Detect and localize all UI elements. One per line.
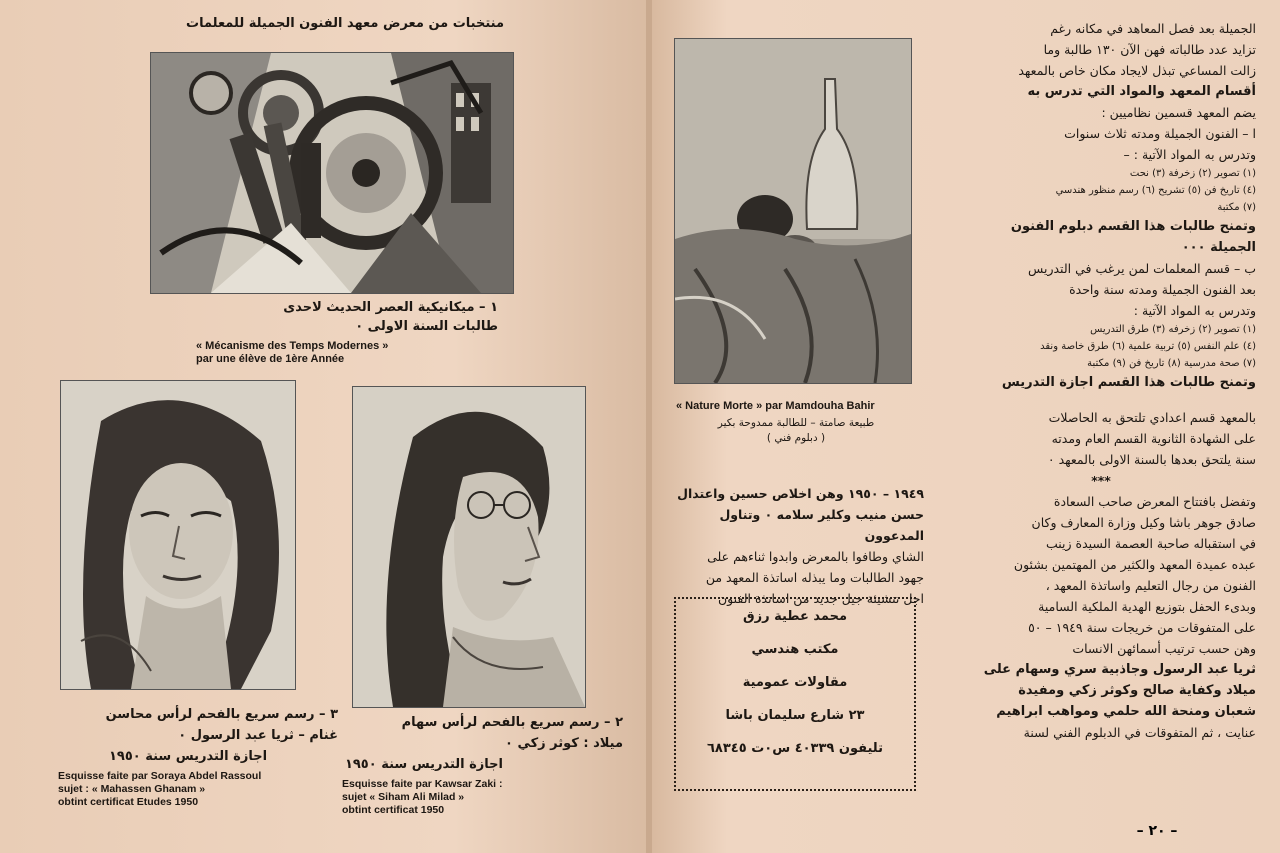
text-line: وهن حسب ترتيب أسمائهن الانسات [1072, 641, 1256, 656]
text-line: ميلاد وكفاية صالح وكوثر زكي ومفيدة [1018, 683, 1256, 698]
caption-line: اجازة التدريس سنة ١٩٥٠ [108, 749, 268, 764]
text-line: جهود الطالبات وما يبذله اساتذة المعهد من [705, 570, 924, 585]
caption-line: ٢ – رسم سريع بالفحم لرأس سهام [401, 715, 623, 730]
portrait-sketch-drawing [353, 387, 585, 707]
text-line: حسن منيب وكلير سلامه ٠ وتناول المدعوون [719, 507, 924, 543]
caption-line: طبيعة صامتة – للطالبة ممدوحة بكير [717, 417, 875, 429]
advert-line: مكتب هندسي [751, 642, 839, 657]
text-line: الفنون من رجال التعليم واساتذة المعهد ، [1045, 578, 1256, 593]
caption-line: ميلاد : كوثر زكي ٠ [504, 736, 623, 751]
page-number: – ٢٠ – [1136, 823, 1178, 839]
figure-nature-morte-painting [674, 38, 912, 384]
text-line: ا – الفنون الجميلة ومدته ثلاث سنوات [1064, 126, 1256, 141]
text-line: بعد الفنون الجميلة ومدته سنة واحدة [1069, 282, 1256, 297]
text-line: سنة يلتحق بعدها بالسنة الاولى بالمعهد ٠ [1047, 452, 1256, 467]
caption-line: ( دبلوم فني ) [766, 432, 826, 444]
text-line: زالت المساعي تبذل لايجاد مكان خاص بالمعهد [1018, 63, 1256, 78]
caption-line: غنام – ثريا عبد الرسول ٠ [178, 728, 338, 743]
figure-3-portrait-sketch [60, 380, 296, 690]
caption-line: ١ – ميكانيكية العصر الحديث لاحدى [283, 300, 498, 315]
text-line: تزايد عدد طالباته فهن الآن ١٣٠ طالبة وما [1043, 42, 1256, 57]
subjects-line: (١) تصوير (٢) زخرفة (٣) نحت [1129, 168, 1256, 179]
caption-line: اجازة التدريس سنة ١٩٥٠ [344, 757, 503, 772]
separator: *** [1091, 473, 1111, 488]
section-heading: أقسام المعهد والمواد التي تدرس به [1027, 84, 1256, 99]
page-title: منتخبات من معرض معهد الفنون الجميلة للمعلمات [186, 16, 504, 31]
caption-line: Esquisse faite par Kawsar Zaki : [342, 778, 503, 790]
figure-2-portrait-sketch [352, 386, 586, 708]
text-line: الجميلة بعد فصل المعاهد في مكانه رغم [1050, 21, 1256, 36]
advertisement-box [674, 597, 916, 791]
diploma-line: وتمنح طالبات هذا القسم دبلوم الفنون [1010, 219, 1256, 234]
advert-line: محمد عطية رزق [742, 609, 848, 624]
middle-article-text [674, 483, 924, 609]
caption-line: ٣ – رسم سريع بالفحم لرأس محاسن [105, 707, 338, 722]
nature-morte-caption-ar [686, 416, 906, 446]
figure-3-caption-ar [38, 704, 338, 767]
text-line: صادق جوهر باشا وكيل وزارة المعارف وكان [1031, 515, 1256, 530]
text-line: وتدرس به المواد الآتية : – [1123, 147, 1256, 162]
text-line: على المتفوقات من خريجات سنة ١٩٤٩ – ٥٠ [1028, 620, 1256, 635]
text-line: ب – قسم المعلمات لمن يرغب في التدريس [1028, 261, 1256, 276]
caption-line: Esquisse faite par Soraya Abdel Rassoul [58, 770, 262, 782]
nature-morte-caption-fr: « Nature Morte » par Mamdouha Bahir [676, 400, 875, 412]
caption-line: sujet « Siham Ali Milad » [342, 791, 465, 803]
still-life-drawing [675, 39, 911, 383]
figure-1-caption-ar [168, 298, 498, 336]
text-line: الشاي وطافوا بالمعرض وابدوا ثناءهم على [707, 549, 924, 564]
text-line: شعبان ومنحة الله حلمي ومواهب ابراهيم [996, 704, 1256, 719]
text-line: في استقباله صاحبة العصمة السيدة زينب [1046, 536, 1256, 551]
text-line: يضم المعهد قسمين نظاميين : [1101, 105, 1256, 120]
text-line: ١٩٤٩ – ١٩٥٠ وهن اخلاص حسين واعتدال [677, 486, 924, 501]
diploma-line: وتمنح طالبات هذا القسم اجازة التدريس [1001, 375, 1256, 390]
text-line: عنايت ، ثم المتفوقات في الدبلوم الفني لسنة [1023, 725, 1256, 740]
right-page [652, 0, 1280, 853]
right-column-text [946, 18, 1256, 743]
caption-line: par une élève de 1ère Année [196, 353, 345, 365]
caption-line: obtint certificat 1950 [342, 804, 445, 816]
caption-line: obtint certificat Etudes 1950 [58, 796, 199, 808]
spacer [946, 393, 1256, 407]
caption-line: طالبات السنة الاولى ٠ [355, 319, 498, 334]
advert-line: مقاولات عمومية [742, 675, 848, 690]
text-line: عبده عميدة المعهد والكثير من المهتمين بشئون [1013, 557, 1256, 572]
subjects-line: (١) تصوير (٢) زخرفه (٣) طرق التدريس [1090, 324, 1256, 335]
figure-3-caption-fr [58, 770, 318, 809]
subjects-line: (٤) علم النفس (٥) تربية علمية (٦) طرق خاصة ونقد [1040, 341, 1256, 352]
figure-1-caption-fr [196, 340, 456, 366]
mechanism-artwork-drawing [151, 53, 513, 293]
text-line: بالمعهد قسم اعدادي تلتحق به الحاصلات [1048, 410, 1256, 425]
figure-1-mechanism-artwork [150, 52, 514, 294]
text-line: ثريا عبد الرسول وجاذبية سري وسهام على [983, 662, 1256, 677]
caption-line: « Mécanisme des Temps Modernes » [196, 340, 389, 352]
advert-line: تليفون ٤٠٣٣٩ س٠ت ٦٨٣٤٥ [707, 741, 883, 756]
text-line: وتدرس به المواد الآتية : [1133, 303, 1256, 318]
portrait-sketch-drawing [61, 381, 295, 689]
subjects-line: (٧) صحة مدرسية (٨) تاريخ فن (٩) مكتبة [1087, 358, 1256, 369]
subjects-line: (٧) مكتبة [1217, 202, 1256, 213]
figure-2-caption-ar [318, 712, 623, 775]
subjects-line: (٤) تاريخ فن (٥) تشريح (٦) رسم منظور هندسي [1055, 185, 1256, 196]
advert-line: ٢٣ شارع سليمان باشا [725, 708, 865, 723]
text-line: وتفضل بافتتاح المعرض صاحب السعادة [1053, 494, 1256, 509]
text-line: اجل تنشيئة جيل جديد من اساتذة الفنون [717, 591, 924, 606]
text-line: على الشهادة الثانوية القسم العام ومدته [1051, 431, 1256, 446]
figure-2-caption-fr [342, 778, 592, 817]
diploma-line: الجميلة ٠٠٠ [1181, 240, 1256, 255]
text-line: وبدىء الحفل بتوزيع الهدية الملكية السامية [1038, 599, 1256, 614]
caption-line: sujet : « Mahassen Ghanam » [58, 783, 206, 795]
